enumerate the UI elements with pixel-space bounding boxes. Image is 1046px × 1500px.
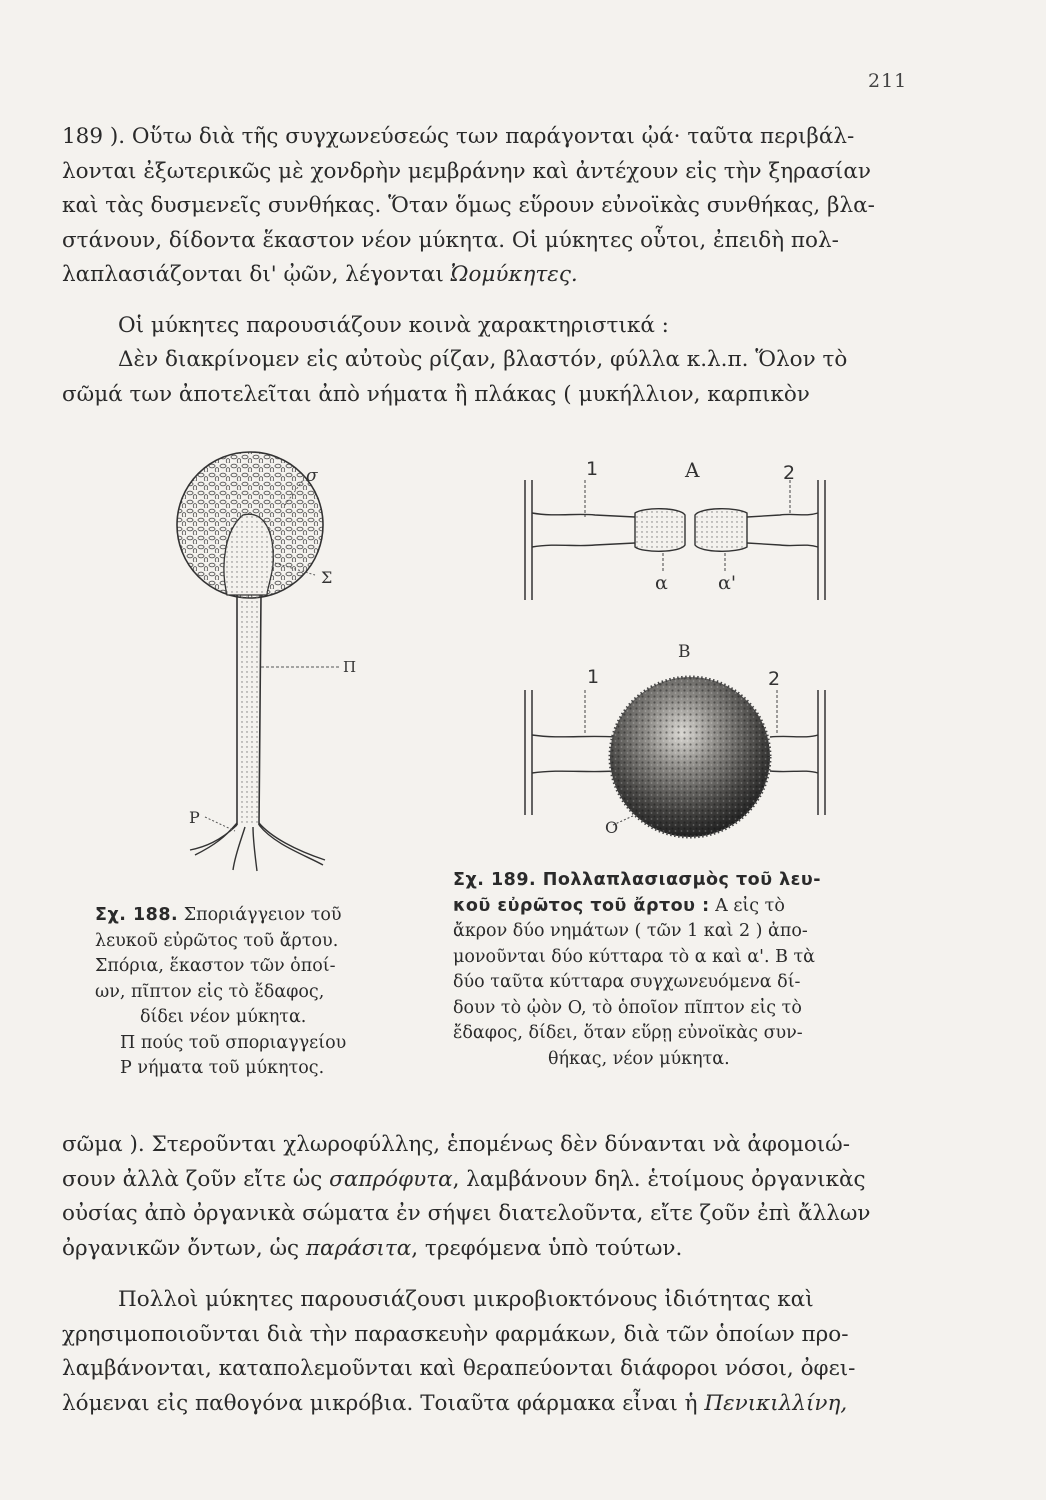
text-line: χρησιμοποιοῦνται διὰ τὴν παρασκευὴν φαρμάκων, διὰ τῶν ὁποίων προ- xyxy=(62,1321,849,1347)
italic-term: Πενικιλλίνη, xyxy=(704,1390,848,1416)
caption-line: θήκας, νέον μύκητα. xyxy=(548,1048,730,1069)
label-b: B xyxy=(678,642,691,662)
hypha-left xyxy=(532,513,635,547)
figure-189-panel-a xyxy=(515,455,835,610)
caption-text: A εἰς τὸ xyxy=(709,895,785,916)
label-1: 1 xyxy=(586,458,599,480)
cell-alpha-prime xyxy=(695,509,747,552)
characteristics-intro xyxy=(62,309,924,344)
text-line: καὶ τὰς δυσμενεῖς συνθήκας. Ὅταν ὅμως εὕρουν εὐνοϊκὰς συνθήκας, βλα- xyxy=(62,193,875,218)
text-line xyxy=(62,1163,924,1198)
text-line: στάνουν, δίδοντα ἕκαστον νέον μύκητα. Οἱ μύκητες οὗτοι, ἐπειδὴ πολ- xyxy=(62,227,839,253)
caption-line: δύο ταῦτα κύτταρα συγχωνευόμενα δί- xyxy=(453,972,801,992)
label-sigma-upper: Σ xyxy=(321,568,333,587)
label-2: 2 xyxy=(768,668,781,690)
label-a: A xyxy=(685,458,700,482)
cell-alpha xyxy=(635,509,685,552)
text-fragment: , τρεφόμενα ὑπὸ τούτων. xyxy=(411,1235,683,1261)
caption-line: ἄκρον δύο νημάτων ( τῶν 1 καὶ 2 ) ἀπο- xyxy=(453,921,808,941)
label-2: 2 xyxy=(783,462,796,484)
label-o: O xyxy=(605,818,619,837)
caption-title: Σχ. 188. xyxy=(95,905,179,925)
caption-line: ων, πῖπτον εἰς τὸ ἔδαφος, xyxy=(95,981,325,1002)
figure-188-caption xyxy=(65,903,415,1082)
text-line: λαμβάνονται, καταπολεμοῦνται καὶ θεραπεύονται διάφοροι νόσοι, ὀφει- xyxy=(62,1356,856,1381)
text-line: Πολλοὶ μύκητες παρουσιάζουσι μικροβιοκτόνους ἰδιότητας καὶ xyxy=(118,1287,814,1312)
text-line: οὐσίας ἀπὸ ὀργανικὰ σώματα ἐν σήψει διατελοῦντα, εἴτε ζοῦν ἐπὶ ἄλλων xyxy=(62,1201,871,1226)
label-sigma-lower: σ xyxy=(306,466,318,486)
caption-text: Σποριάγγειον τοῦ xyxy=(183,905,342,925)
figure-188-sporangium xyxy=(175,445,375,875)
caption-line: μονοῦνται δύο κύτταρα τὸ α καὶ α'. B τὰ xyxy=(453,946,815,967)
text-line: σῶμα ). Στεροῦνται χλωροφύλλης, ἑπομένως δὲν δύνανται νὰ ἀφομοιώ- xyxy=(62,1132,850,1157)
caption-line: δίδει νέον μύκητα. xyxy=(140,1007,307,1027)
text-fragment: σουν ἀλλὰ ζοῦν εἴτε ὡς xyxy=(62,1166,330,1192)
text-line xyxy=(62,1232,924,1267)
characteristics-paragraph xyxy=(62,343,924,412)
text-line xyxy=(62,258,924,293)
italic-term: Ὠομύκητες. xyxy=(450,262,578,287)
caption-title: Σχ. 189. Πολλαπλασιασμὸς τοῦ λευ- xyxy=(453,870,821,890)
label-1: 1 xyxy=(587,666,600,688)
hypha-right xyxy=(747,513,818,547)
text-line: Δὲν διακρίνομεν εἰς αὐτοὺς ρίζαν, βλαστόν, φύλλα κ.λ.π. Ὅλον τὸ xyxy=(118,347,848,372)
caption-line: Ρ νήματα τοῦ μύκητος. xyxy=(120,1058,325,1078)
page-number: 211 xyxy=(868,70,908,92)
caption-line: Σπόρια, ἕκαστον τῶν ὁποί- xyxy=(95,956,336,976)
text-line: λονται ἐξωτερικῶς μὲ χονδρὴν μεμβράνην καὶ ἀντέχουν εἰς τὴν ξηρασίαν xyxy=(62,158,871,184)
caption-line: λευκοῦ εὐρῶτος τοῦ ἄρτου. xyxy=(95,930,339,951)
caption-title-continued: κοῦ εὐρῶτος τοῦ ἄρτου : xyxy=(453,895,710,916)
label-alpha: α xyxy=(655,572,668,594)
caption-line: ἔδαφος, δίδει, ὅταν εὕρῃ εὐνοϊκὰς συν- xyxy=(453,1023,803,1043)
figure-189-caption xyxy=(453,868,893,1072)
figure-189-panel-b xyxy=(515,635,835,840)
text-fragment: ὀργανικῶν ὄντων, ὡς xyxy=(62,1235,306,1261)
text-fragment: λαπλασιάζονται δι' ᾠῶν, λέγονται xyxy=(62,262,451,287)
text-line xyxy=(62,1387,924,1422)
italic-term: σαπρόφυτα xyxy=(329,1166,453,1192)
text-fragment: , λαμβάνουν δηλ. ἑτοίμους ὀργανικὰς xyxy=(452,1166,866,1192)
text-line: Οἱ μύκητες παρουσιάζουν κοινὰ χαρακτηριστικά : xyxy=(118,313,669,338)
label-pi: Π xyxy=(343,658,357,676)
text-line: 189 ). Οὕτω διὰ τῆς συγχωνεύσεώς των παράγονται ᾠά· ταῦτα περιβάλ- xyxy=(62,124,855,149)
caption-line xyxy=(453,894,893,920)
caption-line: Π πούς τοῦ σποριαγγείου xyxy=(120,1032,347,1053)
text-fragment: λόμεναι εἰς παθογόνα μικρόβια. Τοιαῦτα φάρμακα εἶναι ἡ xyxy=(62,1390,705,1416)
top-paragraph xyxy=(62,120,924,293)
rhizoids xyxy=(190,823,325,871)
label-rho: Ρ xyxy=(189,808,200,827)
caption-line: δουν τὸ ᾠὸν O, τὸ ὁποῖον πῖπτον εἰς τὸ xyxy=(453,997,802,1018)
final-paragraph xyxy=(62,1283,924,1421)
text-line: σῶμά των ἀποτελεῖται ἀπὸ νήματα ἢ πλάκας ( μυκήλλιον, καρπικὸν xyxy=(62,381,810,407)
label-alpha-prime: α' xyxy=(718,572,737,594)
bottom-paragraph xyxy=(62,1128,924,1266)
caption-line xyxy=(65,903,415,929)
italic-term: παράσιτα xyxy=(305,1235,412,1261)
